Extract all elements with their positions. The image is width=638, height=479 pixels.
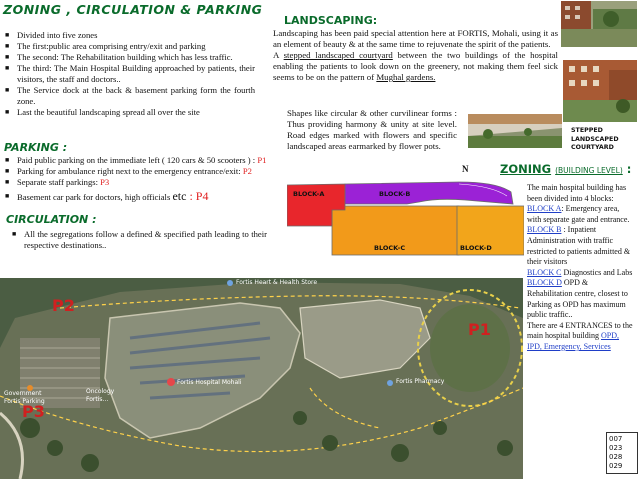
- block-a-link[interactable]: BLOCK A: [527, 204, 562, 214]
- reference-ids: [606, 432, 638, 474]
- courtyard-photo-2-image: [563, 60, 637, 122]
- map-label-oncology-2: Fortis...: [86, 396, 109, 403]
- parking-heading: PARKING :: [4, 141, 68, 154]
- parking-text: Separate staff parkings:: [17, 177, 101, 187]
- zoning-intro: The main hospital building has been divided into 4 blocks:: [527, 183, 627, 203]
- caption-line: LANDSCAPED: [571, 135, 619, 143]
- block-c-label: BLOCK-C: [374, 244, 406, 252]
- parking-p2-label: P2: [52, 296, 75, 315]
- courtyard-photo-3: [468, 114, 562, 148]
- list-item: ■ The first:public area comprising entry/exit and parking: [5, 41, 255, 52]
- zoning-subtitle: (BUILDING LEVEL): [555, 166, 623, 175]
- list-item: ■ The Service dock at the back & basement parking form the fourth zone.: [5, 85, 255, 107]
- map-label-health-store: Fortis Heart & Health Store: [236, 279, 318, 286]
- landscaping-text: [273, 28, 558, 83]
- block-a-text: : Emergency area, with separate gate and entrance.: [527, 204, 630, 224]
- block-b-shape: [345, 182, 513, 204]
- list-item: [5, 177, 273, 188]
- landscaping-para: A: [273, 50, 284, 60]
- reference-id: 029: [609, 462, 623, 470]
- map-label-pharmacy: Fortis Pharmacy: [396, 378, 445, 385]
- block-c-text: Diagnostics and Labs: [561, 267, 633, 277]
- reference-id: 007: [609, 435, 623, 443]
- zoning-heading: [500, 162, 631, 176]
- courtyard-photo-1: [561, 1, 637, 47]
- parking-p3-label: P3: [22, 402, 45, 421]
- zoning-description: [527, 183, 635, 353]
- site-map: [0, 278, 523, 479]
- zoning-colon: :: [622, 162, 632, 176]
- reference-id: 028: [609, 453, 623, 461]
- zoning-block-c: [527, 268, 635, 279]
- block-b-label: BLOCK-B: [379, 190, 411, 198]
- landscaping-para: Landscaping has been paid special attention here at FORTIS, Mohali, using it as an element of beauty & at the same time to rejuvenate the spirit of the patients.: [273, 28, 558, 49]
- parking-tag: P1: [257, 155, 267, 165]
- zoning-entrances: [527, 321, 635, 353]
- reference-id: 023: [609, 444, 623, 452]
- zoning-title: ZONING: [500, 162, 552, 176]
- list-item: ■ The second: The Rehabilitation building which has less traffic.: [5, 52, 255, 63]
- courtyard-link: stepped landscaped courtyard: [283, 50, 393, 60]
- map-label-government: Government: [4, 390, 42, 397]
- parking-text: Basement car park for doctors, high officials: [17, 192, 173, 202]
- block-c-link[interactable]: BLOCK C: [527, 267, 562, 277]
- parking-list: [5, 155, 273, 203]
- parking-text: Paid public parking on the immediate left ( 120 cars & 50 scooters ) :: [17, 155, 258, 165]
- page-title: ZONING , CIRCULATION & PARKING: [3, 2, 263, 17]
- list-item: ■ All the segregations follow a defined & specified path leading to their respective destinations..: [12, 229, 267, 251]
- landscaping-heading: LANDSCAPING:: [284, 14, 378, 27]
- map-label-fortis-parking: Fortis Parking: [4, 398, 45, 405]
- list-item: ■ Last the beautiful landscaping spread all over the site: [5, 107, 255, 118]
- parking-p1-label: P1: [468, 320, 491, 339]
- parking-text: Parking for ambulance right next to the emergency entrance/exit:: [17, 166, 243, 176]
- parking-etc: etc: [172, 189, 187, 203]
- block-d-text: OPD & Rehabilitation centre, closest to Parking as OPD has maximum public traffic..: [527, 278, 628, 320]
- block-d-label: BLOCK-D: [460, 244, 492, 252]
- courtyard-photo-1-image: [561, 1, 637, 47]
- list-item: [5, 155, 273, 166]
- circulation-list: [12, 229, 267, 251]
- entrances-text: There are 4 ENTRANCES to the main hospital building: [527, 320, 633, 341]
- zoning-block-d: [527, 278, 635, 320]
- site-map-image: [0, 278, 523, 479]
- list-item: ■ The third: The Main Hospital Building approached by patients, their visitors, the staff and doctors..: [5, 63, 255, 85]
- block-a-label: BLOCK-A: [293, 190, 325, 198]
- landscaping-para: between the two buildings of the hospital enabling the patients to look down on the greenery, not making them feel sick seems to be on the pattern of: [273, 50, 558, 82]
- zones-list: [5, 30, 255, 118]
- map-label-fortis: Fortis Hospital Mohali: [177, 379, 242, 386]
- parking-tag: P4: [195, 189, 209, 203]
- courtyard-photo-2: [563, 60, 637, 122]
- block-b-link[interactable]: BLOCK B: [527, 225, 562, 235]
- shapes-text: Shapes like circular & other curvilinear forms : Thus providing harmony & unity at site level. Road edges marked with flowers and specific landscaped areas earmarked by flower pots.: [287, 108, 457, 151]
- courtyard-photo-3-image: [468, 114, 562, 148]
- list-item: [5, 191, 273, 203]
- north-label: N: [462, 164, 469, 174]
- block-b-text: : Inpatient Administration with traffic restricted to patients admitted & their visitors: [527, 225, 631, 267]
- parking-tag: P2: [242, 166, 252, 176]
- parking-colon: :: [186, 189, 196, 203]
- caption-line: STEPPED: [571, 127, 603, 134]
- mughal-link: Mughal gardens.: [376, 72, 436, 82]
- parking-tag: P3: [100, 177, 110, 187]
- block-plan: [287, 168, 524, 264]
- entrances-link[interactable]: OPD, IPD, Emergency, Services: [527, 331, 620, 351]
- zoning-block-a: [527, 204, 635, 225]
- caption-line: COURTYARD: [571, 144, 614, 151]
- courtyard-caption: [571, 127, 619, 153]
- list-item: ■ Divided into five zones: [5, 30, 255, 41]
- list-item: [5, 166, 273, 177]
- block-d-link[interactable]: BLOCK D: [527, 278, 562, 288]
- circulation-heading: CIRCULATION :: [6, 213, 97, 226]
- map-label-oncology: Oncology: [86, 388, 115, 395]
- zoning-block-b: [527, 225, 635, 267]
